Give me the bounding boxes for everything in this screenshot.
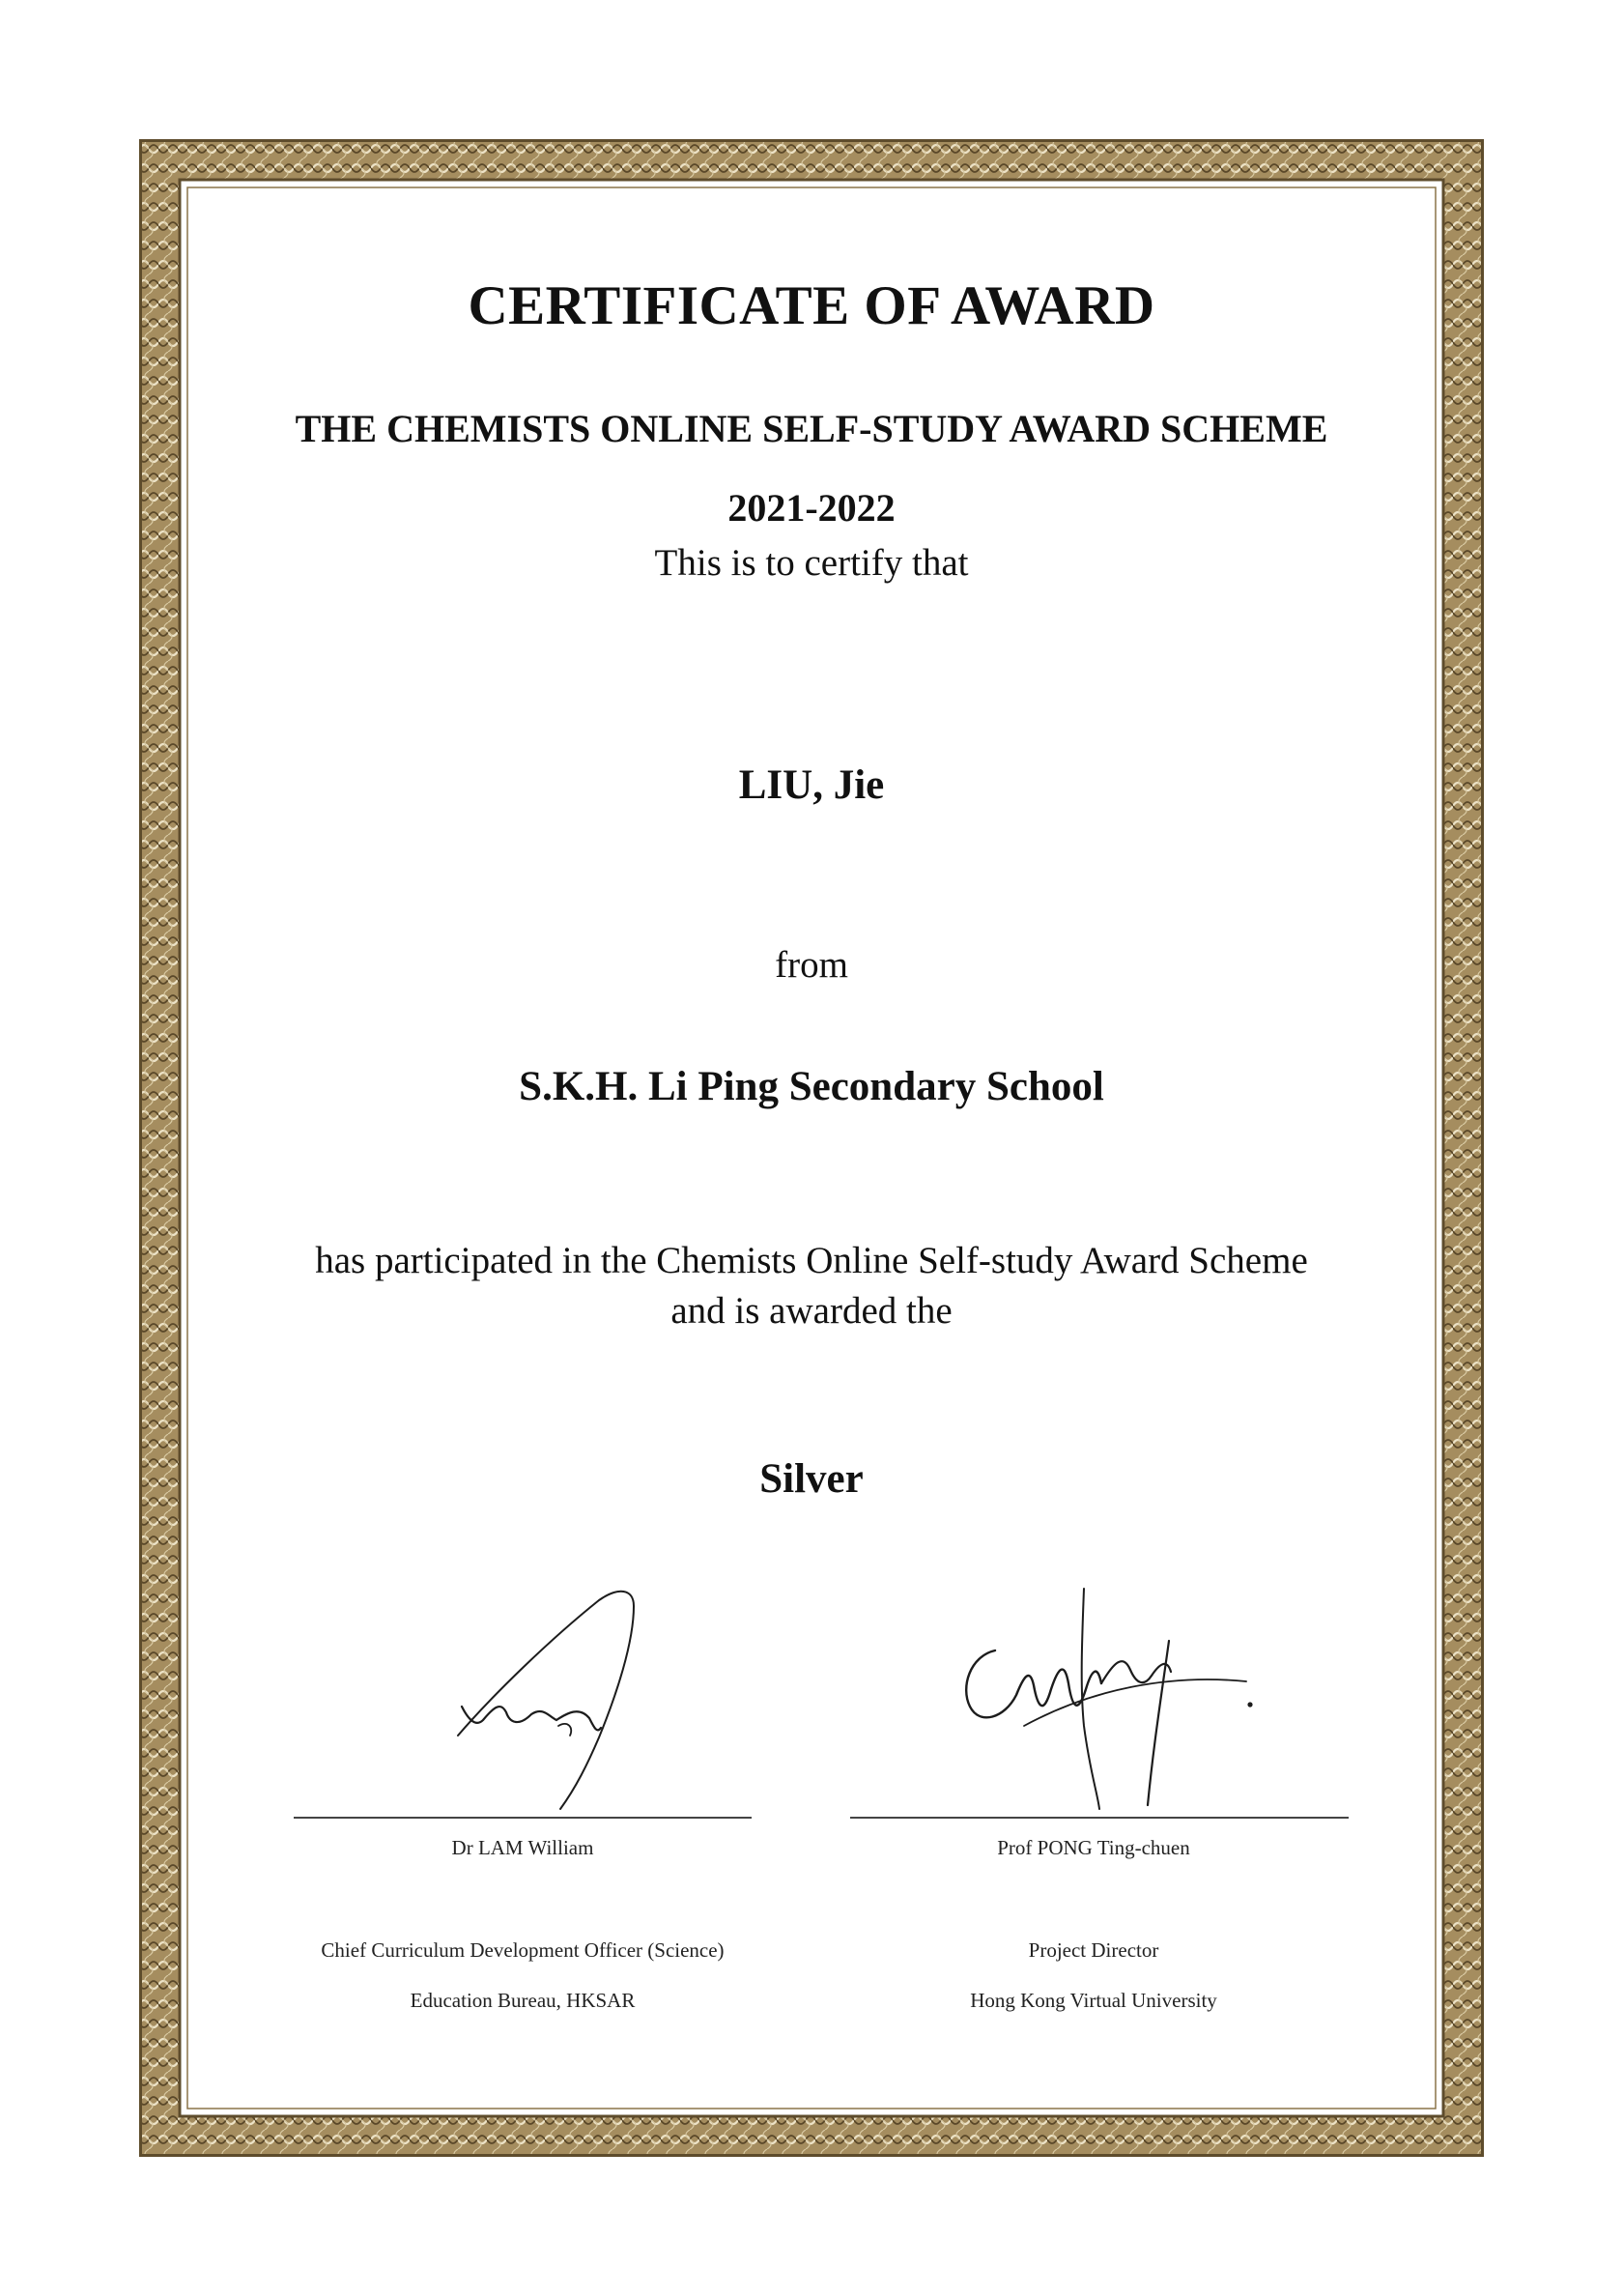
school-name: S.K.H. Li Ping Secondary School	[519, 1064, 1104, 1109]
signatory-2-name: Prof PONG Ting-chuen	[997, 1836, 1190, 1859]
awarded-text: and is awarded the	[670, 1290, 953, 1332]
from-text: from	[775, 944, 848, 986]
scheme-name: THE CHEMISTS ONLINE SELF-STUDY AWARD SCHEME	[295, 407, 1328, 450]
signatory-2-organization: Hong Kong Virtual University	[970, 1989, 1217, 2012]
signature-line-right	[850, 1817, 1349, 1819]
signatory-1-organization: Education Bureau, HKSAR	[410, 1989, 636, 2012]
signature-lam	[454, 1583, 667, 1815]
certificate-title: CERTIFICATE OF AWARD	[468, 275, 1155, 336]
participation-text: has participated in the Chemists Online Self-study Award Scheme	[315, 1240, 1308, 1281]
signatory-1-name: Dr LAM William	[451, 1836, 594, 1859]
signature-line-left	[294, 1817, 752, 1819]
certify-text: This is to certify that	[654, 542, 969, 584]
academic-year: 2021-2022	[727, 486, 896, 530]
recipient-name: LIU, Jie	[738, 762, 885, 808]
signature-pong	[956, 1581, 1266, 1813]
signatory-2-title: Project Director	[1028, 1938, 1159, 1962]
signatory-1-title: Chief Curriculum Development Officer (Science)	[321, 1938, 725, 1962]
award-level: Silver	[759, 1456, 864, 1502]
